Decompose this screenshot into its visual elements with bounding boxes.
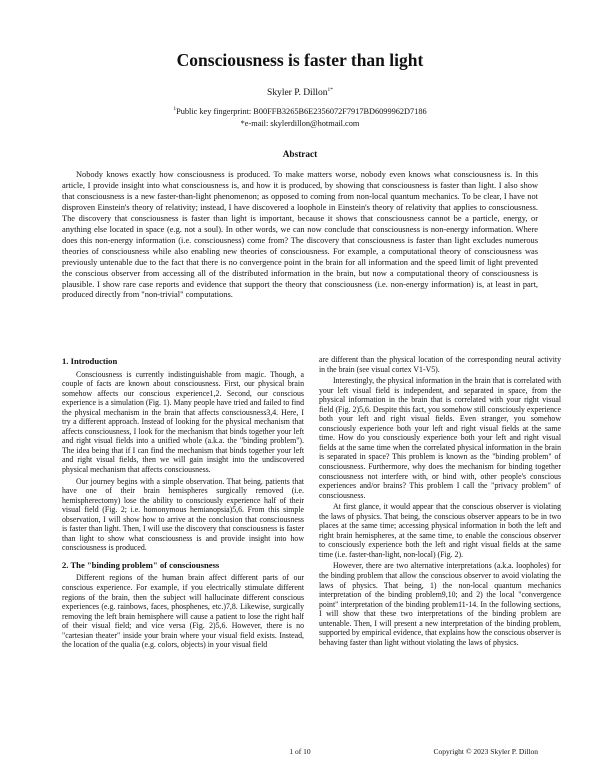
right-column (319, 355, 561, 649)
page-number: 1 of 10 (289, 747, 311, 756)
section-heading-introduction: 1. Introduction (62, 356, 118, 366)
paragraph: Consciousness is currently indistinguishable from magic. Though, a couple of facts are known about consciousness. First, our physical brain somehow affects our conscious experience1,2. Second, our conscious experience is a simulation (Fig. 1). Many people have tried and failed to find the physical mechanism in the brain that affects consciousness3,4. Here, I try a different approach. Instead of looking for the physical mechanism that affects consciousness, I look for the mechanism that binds together your left and right visual fields into a unified whole (a.k.a. the "binding problem"). The idea being that if I can find the mechanism that binds together your left and right visual fields, then we will gain insight into the undiscovered physical mechanism that affects consciousness. (62, 369, 304, 475)
affiliation-text: Public key fingerprint: B00FFB3265B6E2356072F7917BD6099962D7186 (176, 107, 427, 116)
affiliation-block (0, 106, 600, 129)
author-marks: 1* (327, 86, 333, 93)
paragraph-continued: are different than the physical location of the corresponding neural activity in the brain (see visual cortex V1-V5). (319, 355, 561, 374)
paragraph: Different regions of the human brain affect different parts of our conscious experience. For example, if you electrically stimulate different regions of the brain, then the subject will hallucinate different conscious experiences (e.g. rainbows, faces, phosphenes, etc.)7,8. Likewise, surgically removing the left brain hemisphere will cause a patient to lose the right half of their visual field; and vice versa (Fig. 2)5,6. However, there is no "cartesian theater" inside your brain where your visual field exists. Instead, the location of the qualia (e.g. colors, objects) in your visual field (62, 573, 304, 650)
paragraph: Our journey begins with a simple observation. That being, patients that have one of their brain hemispheres surgically removed (i.e. hemispherectomy) lose the ability to consciously experience half of their visual field (Fig. 2; i.e. homonymous hemianopsia)5,6. From this simple observation, I will show how to arrive at the conclusion that consciousness is faster than light. Then, I will use the discovery that consciousness is faster than light to show what consciousness is and provide insight into how consciousness is produced. (62, 476, 304, 553)
author-line (0, 88, 600, 98)
author-name: Skyler P. Dillon (267, 88, 328, 98)
paragraph: Interestingly, the physical information in the brain that is correlated with your left visual field is independent, and separated in space, from the physical information in the brain that is correlated with your right visual field (Fig. 2)5,6. Despite this fact, you somehow still consciously experience both your left and right visual fields. Even stranger, you somehow consciously experience both your left and right visual fields at the same time. How do you consciously experience both your left and right visual fields at the same time when the correlated physical information in the brain is separated in space? This problem is known as the "binding problem" of consciousness. Furthermore, why does the mechanism for binding together consciousness not interfere with, or bind with, other people's conscious experiences and/or brains? This problem I call the "privacy problem" of consciousness. (319, 376, 561, 500)
abstract-text: Nobody knows exactly how consciousness is produced. To make matters worse, nobody even knows what consciousness is. In this article, I provide insight into what consciousness is, and how it is produced, by showing that consciousness is faster than light. I also show that consciousness is a new faster-than-light phenomenon; as opposed to coming from non-local quantum mechanics. To be clear, I have not disproven Einstein's theory of relativity; instead, I have discovered a loophole in Einstein's theory of relativity that applies to consciousness. The discovery that consciousness is faster than light is important, because it shows that consciousness cannot be a particle, energy, or anything else located in space (e.g. not a soul). In other words, we can now conclude that consciousness is non-energy information. Where does this non-energy information (i.e. consciousness) come from? The discovery that consciousness is faster than light excludes numerous theories of consciousness while also enabling new theories of consciousness. For example, a computational theory of consciousness was previously untenable due to the fact that there is no convergence point in the brain for all information and the speed limit of light prevented the conscious observer from accessing all of the distributed information in the brain, but now a computational theory of consciousness is plausible. I show rare case reports and evidence that support the theory that consciousness (i.e. non-energy information) is, at least in part, produced directly from "non-trivial" computations. (62, 170, 538, 300)
abstract-heading: Abstract (282, 150, 318, 160)
paragraph: However, there are two alternative interpretations (a.k.a. loopholes) for the binding problem that allow the conscious observer to avoid violating the laws of physics. That being, 1) the non-local quantum mechanics interpretation of the binding problem9,10; and 2) the local "convergence point" interpretation of the binding problem11-14. In the following sections, I will show that these two interpretations of the binding problem are untenable. Then, I will present a new interpretation of the binding problem, supported by empirical evidence, that explains how the conscious observer is behaving faster than light without violating the laws of physics. (319, 561, 561, 647)
email-line: *e-mail: skylerdillon@hotmail.com (240, 118, 360, 128)
copyright-notice: Copyright © 2023 Skyler P. Dillon (433, 747, 538, 756)
affiliation-line (0, 106, 600, 118)
left-column (62, 357, 304, 652)
affiliation-mark: 1 (173, 106, 177, 113)
paper-title: Consciousness is faster than light (176, 50, 424, 70)
section-heading-binding-problem: 2. The "binding problem" of consciousness (62, 559, 220, 570)
paragraph: At first glance, it would appear that the conscious observer is violating the laws of physics. That being, the conscious observer appears to be in two places at the same time; accessing physical information in both the left and right brain hemispheres, at the same time, to enable the conscious observer to consciously experience both the left and right visual fields at the same time (i.e. faster-than-light, non-local) (Fig. 2). (319, 502, 561, 559)
